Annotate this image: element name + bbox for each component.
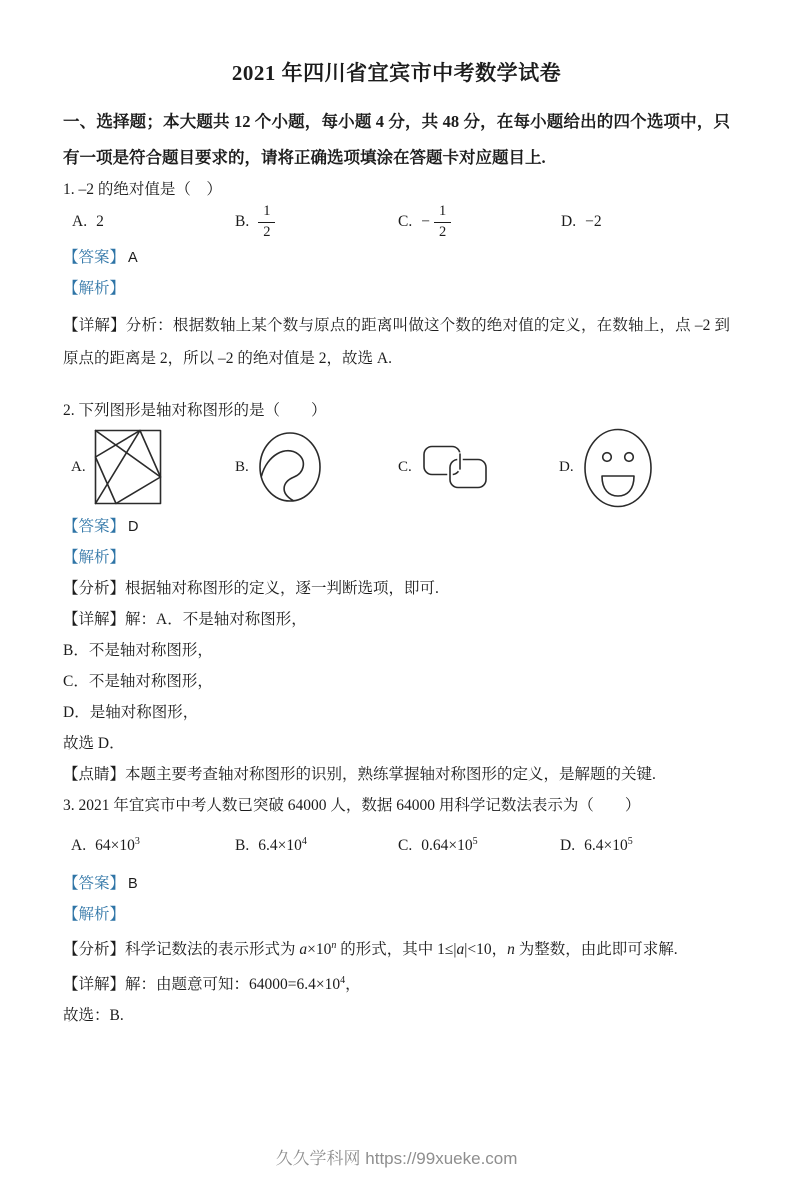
q1-stem: 1. –2 的绝对值是（ ） <box>63 181 222 198</box>
option-letter: B. <box>235 837 250 854</box>
q1-analysis-marker: 【解析】 <box>63 280 126 297</box>
q1-option-b <box>235 200 275 244</box>
exponent: n <box>331 940 337 951</box>
text-segment: 【详解】解：由题意可知：64000=6.4×10 <box>63 976 341 994</box>
fraction <box>434 203 451 240</box>
q2-figure-row <box>63 427 730 511</box>
q1-detail: 【详解】分析：根据数轴上某个数与原点的距离叫做这个数的绝对值的定义，在数轴上，点 –2 到原点的距离是 2，所以 –2 的绝对值是 2，故选 A. <box>63 317 730 367</box>
q1-option-d <box>561 200 602 244</box>
q2-detail-line: 【详解】解：A．不是轴对称图形， <box>63 611 307 628</box>
exponent: 5 <box>627 836 633 848</box>
fraction-numerator: 1 <box>258 203 275 222</box>
answer-marker: 【答案】 <box>63 518 126 535</box>
option-value: $64\times 10^3$ <box>95 836 140 855</box>
minus-sign: − <box>421 213 430 230</box>
watermark-footer: 久久学科网 https://99xueke.com <box>275 1149 518 1168</box>
text-segment: 的形式，其中 1≤| <box>336 941 457 959</box>
q2-detail-line: 故选 D． <box>63 735 125 752</box>
q3-answer-line <box>63 876 730 892</box>
q3-stem: 3. 2021 年宜宾市中考人数已突破 64000 人，数据 64000 用科学记数法表示为（ ） <box>63 797 641 814</box>
exponent: 4 <box>301 836 307 848</box>
math-var-a: a <box>299 941 308 959</box>
text-segment: 【分析】科学记数法的表示形式为 <box>63 941 300 959</box>
fraction-numerator: 1 <box>434 203 451 222</box>
fraction <box>258 203 275 240</box>
math-var-a: a <box>456 941 465 959</box>
exponent: 5 <box>472 836 478 848</box>
answer-letter: D <box>128 519 139 535</box>
page-title: 2021 年四川省宜宾市中考数学试卷 <box>231 61 562 85</box>
q3-option-d <box>560 828 633 864</box>
option-letter: C. <box>398 837 413 854</box>
q2-analysis: 【分析】根据轴对称图形的定义，逐一判断选项，即可. <box>63 580 439 597</box>
taiji-figure <box>258 431 322 503</box>
option-letter: B. <box>235 213 250 230</box>
figure-label-a: A. <box>71 459 86 475</box>
q1-answer-line <box>63 250 730 266</box>
answer-letter: B <box>128 876 138 892</box>
text-segment: |<10， <box>464 941 508 959</box>
option-value: $6.4\times 10^5$ <box>584 836 633 855</box>
math-var-n: n <box>507 941 515 959</box>
q3-options-row <box>63 828 730 864</box>
q2-stem: 2. 下列图形是轴对称图形的是（ ） <box>63 402 327 419</box>
q3-option-c <box>398 828 478 864</box>
chain-links-figure <box>422 443 488 491</box>
q3-detail <box>63 973 730 993</box>
q3-conclusion: 故选：B. <box>63 1007 124 1025</box>
figure-label-c: C. <box>398 459 412 475</box>
q3-option-a <box>71 828 140 864</box>
fraction-denominator: 2 <box>263 223 271 240</box>
exponent: 3 <box>134 836 140 848</box>
text-segment: ， <box>345 976 361 994</box>
figure-label-b: B. <box>235 459 249 475</box>
q2-note: 【点睛】本题主要考查轴对称图形的识别，熟练掌握轴对称图形的定义，是解题的关键. <box>63 766 656 783</box>
q3-analysis <box>63 938 730 958</box>
option-value: $0.64\times 10^5$ <box>421 836 478 855</box>
answer-letter: A <box>128 250 138 266</box>
option-letter: D. <box>561 213 577 230</box>
option-letter: A. <box>71 837 87 854</box>
exponent: 4 <box>340 975 346 987</box>
option-value: $6.4\times 10^4$ <box>258 836 307 855</box>
q1-option-c <box>398 200 451 244</box>
q1-option-a <box>72 200 104 244</box>
q3-analysis-marker: 【解析】 <box>63 906 126 923</box>
text-segment: 为整数，由此即可求解. <box>514 941 678 959</box>
q2-detail-line: C．不是轴对称图形， <box>63 673 213 690</box>
figure-label-d: D. <box>559 459 574 475</box>
q2-analysis-marker: 【解析】 <box>63 549 126 566</box>
tilted-square-figure <box>94 429 162 505</box>
q2-detail-line: B．不是轴对称图形， <box>63 642 213 659</box>
section-heading: 一、选择题；本大题共 12 个小题，每小题 4 分，共 48 分，在每小题给出的四个选项中，只有一项是符合题目要求的，请将正确选项填涂在答题卡对应题目上. <box>63 112 730 167</box>
fraction-denominator: 2 <box>438 223 447 240</box>
smiley-face-figure <box>582 427 654 509</box>
exam-paper-page <box>0 58 793 1024</box>
option-value: 2 <box>96 213 104 230</box>
q2-answer-line <box>63 519 730 535</box>
q3-option-b <box>235 828 307 864</box>
q1-options-row <box>63 200 730 244</box>
option-letter: C. <box>398 213 413 230</box>
answer-marker: 【答案】 <box>63 249 126 266</box>
option-value: −2 <box>585 213 602 230</box>
option-letter: D. <box>560 837 576 854</box>
answer-marker: 【答案】 <box>63 875 126 892</box>
text-segment: ×10 <box>307 941 332 959</box>
q2-detail-line: D．是轴对称图形， <box>63 704 199 721</box>
option-letter: A. <box>72 213 88 230</box>
